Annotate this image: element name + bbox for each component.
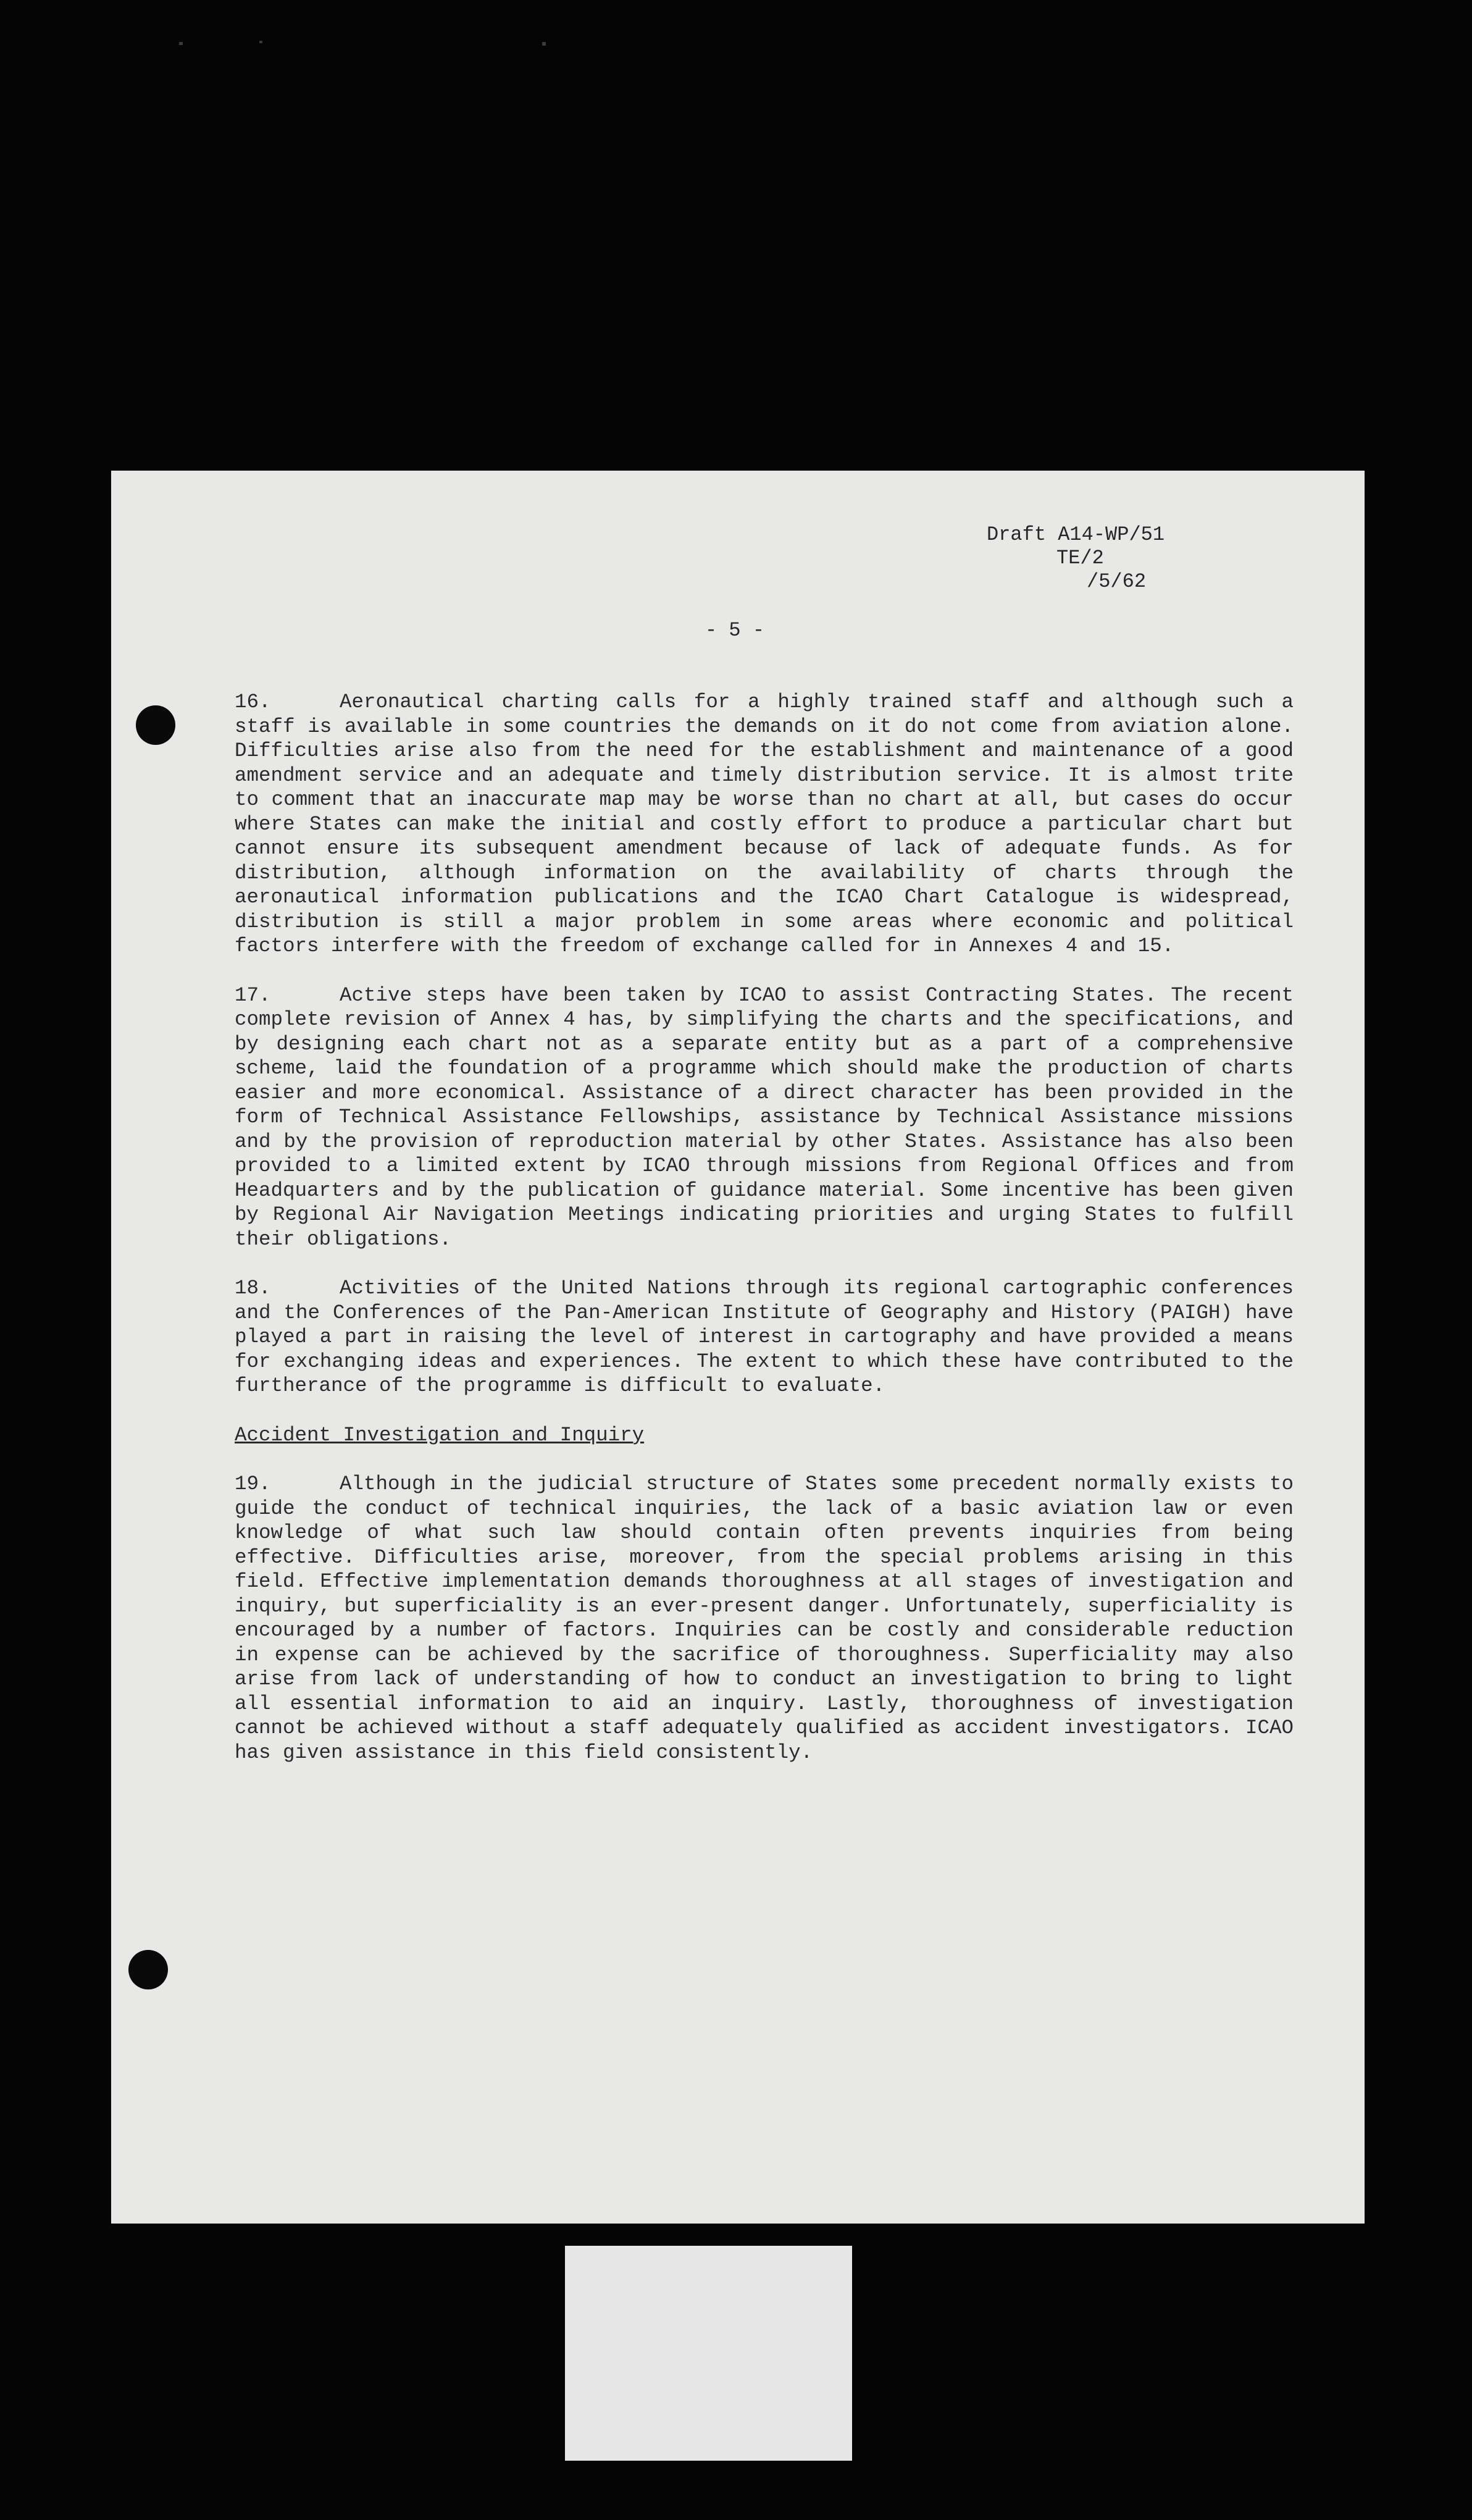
- paragraph-text: Active steps have been taken by ICAO to assist Contracting States. The recent complete revision of Annex 4 has, by simplifying the charts and the specifications, and by designing each chart not as a separate entity but as a part of a comprehensive scheme, laid the foundation of a programme which should make the production of charts easier and more economical. Assistance of a direct character has been provided in the form of Technical Assistance Fellowships, assistance by Technical Assistance missions and by the provision of reproduction material by other States. Assistance has also been provided to a limited extent by ICAO through missions from Regional Offices and from Headquarters and by the publication of guidance material. Some incentive has been given by Regional Air Navigation Meetings indicating priorities and urging States to fulfill their obligations.: [235, 983, 1294, 1251]
- paragraph-text: Aeronautical charting calls for a highly trained staff and although such a staff is available in some countries the demands on it do not come from aviation alone. Difficulties arise also from the need for the establishment and maintenance of a good amendment service and an adequate and timely distribution service. It is almost trite to comment that an inaccurate map may be worse than no chart at all, but cases do occur where States can make the initial and costly effort to produce a particular chart but cannot ensure its subsequent amendment because of lack of adequate funds. As for distribution, although information on the availability of charts through the aeronautical information publications and the ICAO Chart Catalogue is widespread, distribution is still a major problem in some areas where economic and political factors interfere with the freedom of exchange called for in Annexes 4 and 15.: [235, 691, 1294, 957]
- paragraph-number: 18.: [235, 1277, 271, 1300]
- document-reference: [987, 523, 1165, 594]
- document-reference-date: /5/62: [1087, 570, 1147, 593]
- paragraph-19: [235, 1472, 1294, 1765]
- scan-speck: [179, 42, 183, 45]
- paragraph-text: Activities of the United Nations through its regional cartographic conferences and the Conferences of the Pan-American Institute of Geography and History (PAIGH) have played a part in raising the level of interest in cartography and have provided a means for exchanging ideas and experiences. The extent to which these have contributed to the furtherance of the programme is difficult to evaluate.: [235, 1277, 1294, 1397]
- paragraph-18: [235, 1276, 1294, 1398]
- paragraph-16: [235, 690, 1294, 959]
- blank-target-card: [565, 2246, 852, 2461]
- punch-hole-icon: [128, 1950, 168, 1989]
- document-body: [235, 690, 1294, 1789]
- document-reference-section: TE/2: [1056, 547, 1104, 569]
- paragraph-number: 17.: [235, 983, 271, 1007]
- paragraph-text: Although in the judicial structure of States some precedent normally exists to guide the conduct of technical inquiries, the lack of a basic aviation law or even knowledge of what such law should contain often prevents inquiries from being effective. Difficulties arise, moreover, from the special problems arising in this field. Effective implementation demands thoroughness at all stages of investigation and inquiry, but superficiality is an ever-present danger. Unfortunately, superficiality is encouraged by a number of factors. Inquiries can be costly and considerable reduction in expense can be achieved by the sacrifice of thoroughness. Superficiality may also arise from lack of understanding of how to conduct an investigation to bring to light all essential information to aid an inquiry. Lastly, thoroughness of investigation cannot be achieved without a staff adequately qualified as accident investigators. ICAO has given assistance in this field consistently.: [235, 1472, 1294, 1764]
- document-reference-code: Draft A14-WP/51: [987, 523, 1165, 546]
- punch-hole-icon: [136, 705, 175, 745]
- scan-speck: [542, 42, 546, 46]
- document-page: [111, 471, 1365, 2224]
- scan-speck: [259, 41, 262, 43]
- paragraph-number: 16.: [235, 691, 271, 713]
- page-number: - 5 -: [705, 619, 765, 642]
- paragraph-17: [235, 983, 1294, 1252]
- paragraph-number: 19.: [235, 1472, 271, 1495]
- section-heading: Accident Investigation and Inquiry: [235, 1423, 645, 1447]
